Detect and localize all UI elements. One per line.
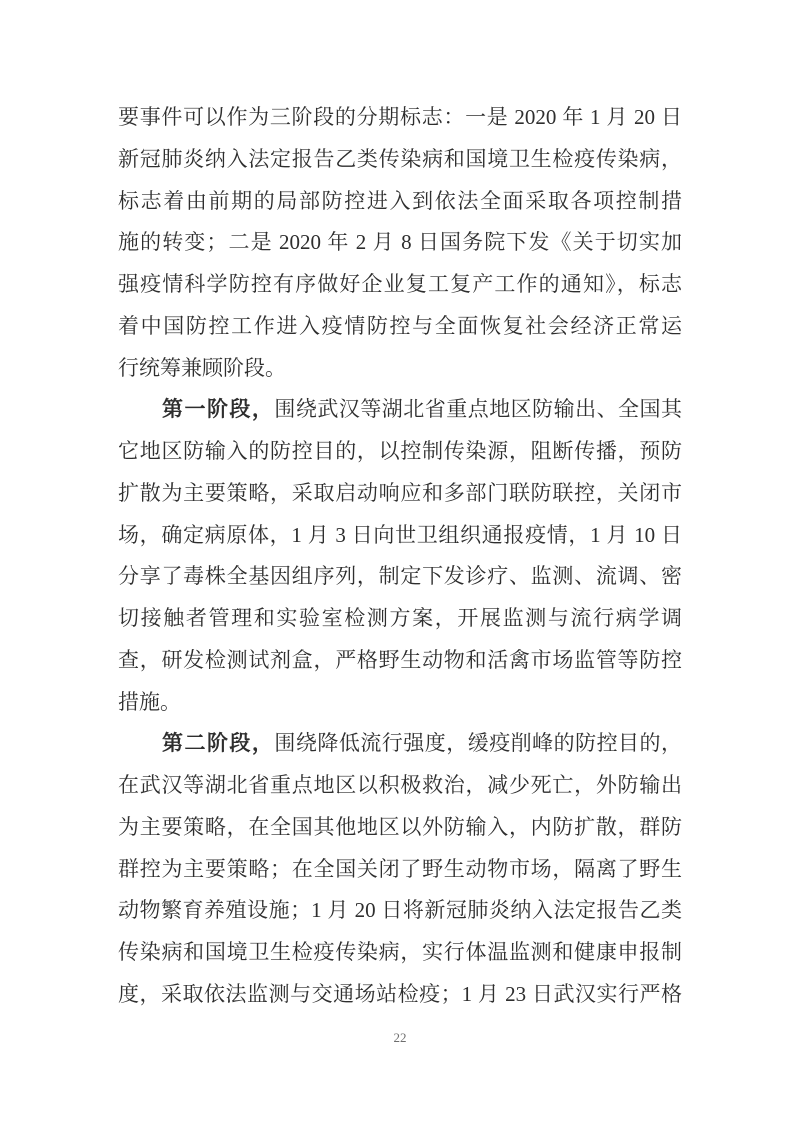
text-line: 扩散为主要策略，采取启动响应和多部门联防联控，关闭市 xyxy=(118,480,682,505)
text-line: 场，确定病原体，1 月 3 日向世卫组织通报疫情，1 月 10 日 xyxy=(118,522,682,547)
text-line: 措施。 xyxy=(118,689,181,714)
text-line: 切接触者管理和实验室检测方案，开展监测与流行病学调 xyxy=(118,606,682,630)
text-line: 强疫情科学防控有序做好企业复工复产工作的通知》，标志 xyxy=(118,272,682,296)
paragraph-lead-bold: 第一阶段， xyxy=(162,397,275,422)
text-line: 着中国防控工作进入疫情防控与全面恢复社会经济正常运 xyxy=(118,313,682,338)
text-line: 度，采取依法监测与交通场站检疫；1 月 23 日武汉实行严格 xyxy=(118,981,682,1006)
text-line: 施的转变；二是 2020 年 2 月 8 日国务院下发《关于切实加 xyxy=(118,230,682,255)
page-number: 22 xyxy=(393,1030,407,1045)
document-body xyxy=(118,97,682,1016)
text-line: 分享了毒株全基因组序列，制定下发诊疗、监测、流调、密 xyxy=(118,564,682,589)
text-line: 第二阶段，围绕降低流行强度，缓疫削峰的防控目的， xyxy=(162,731,683,756)
text-line: 标志着由前期的局部防控进入到依法全面采取各项控制措 xyxy=(118,188,682,213)
text-line: 群控为主要策略；在全国关闭了野生动物市场，隔离了野生 xyxy=(118,856,682,881)
text-line: 要事件可以作为三阶段的分期标志：一是 2020 年 1 月 20 日 xyxy=(118,105,682,129)
paragraph-lead-bold: 第二阶段， xyxy=(162,731,275,756)
text-line: 动物繁育养殖设施；1 月 20 日将新冠肺炎纳入法定报告乙类 xyxy=(118,898,682,923)
text-line: 查，研发检测试剂盒，严格野生动物和活禽市场监管等防控 xyxy=(118,647,682,672)
text-line: 为主要策略，在全国其他地区以外防输入，内防扩散，群防 xyxy=(118,814,682,839)
text-line: 传染病和国境卫生检疫传染病，实行体温监测和健康申报制 xyxy=(118,940,682,964)
text-line: 行统筹兼顾阶段。 xyxy=(118,355,286,380)
text-line: 新冠肺炎纳入法定报告乙类传染病和国境卫生检疫传染病， xyxy=(118,146,682,171)
text-line: 它地区防输入的防控目的，以控制传染源，阻断传播，预防 xyxy=(118,439,682,463)
text-line: 在武汉等湖北省重点地区以积极救治，减少死亡，外防输出 xyxy=(118,773,682,797)
text-line: 第一阶段，围绕武汉等湖北省重点地区防输出、全国其 xyxy=(162,397,683,422)
